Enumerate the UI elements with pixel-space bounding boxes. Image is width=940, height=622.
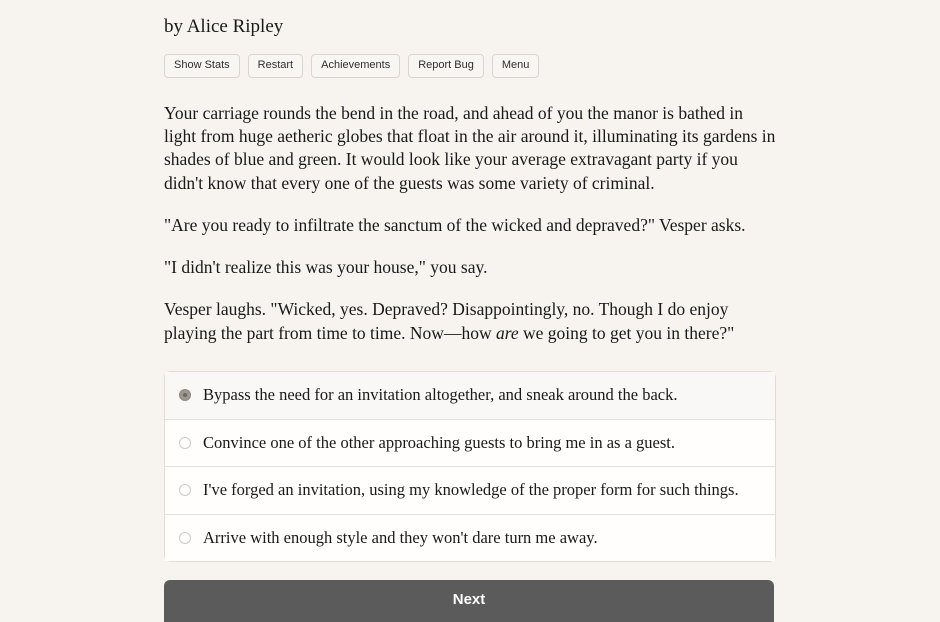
- achievements-button[interactable]: Achievements: [311, 54, 400, 78]
- choice-option-4-label: Arrive with enough style and they won't dare turn me away.: [203, 527, 598, 547]
- radio-unselected-icon[interactable]: [179, 484, 191, 496]
- restart-button[interactable]: Restart: [248, 54, 303, 78]
- toolbar: [164, 54, 776, 78]
- show-stats-button[interactable]: Show Stats: [164, 54, 240, 78]
- story-paragraph-4-part2: we going to get you in there?": [518, 322, 735, 343]
- story-paragraph-1: Your carriage rounds the bend in the road, and ahead of you the manor is bathed in light from huge aetheric globes that float in the air around it, illuminating its gardens in shades of blue and green. It would look like your average extravagant party if you didn't know that every one of the guests was some variety of criminal.: [164, 102, 776, 193]
- choice-list: [164, 371, 776, 563]
- choice-option-3-label: I've forged an invitation, using my knowledge of the proper form for such things.: [203, 480, 739, 500]
- story-paragraph-4-part1: Vesper laughs. "Wicked, yes. Depraved? Disappointingly, no. Though I do enjoy playing the part from time to time. Now—how: [164, 299, 729, 343]
- report-bug-button[interactable]: Report Bug: [408, 54, 484, 78]
- radio-selected-icon[interactable]: [179, 389, 191, 401]
- choice-option-2[interactable]: [165, 420, 775, 468]
- radio-unselected-icon[interactable]: [179, 532, 191, 544]
- next-button[interactable]: Next: [164, 580, 774, 622]
- story-paragraph-4-emphasis: are: [495, 322, 519, 343]
- menu-button[interactable]: Menu: [492, 54, 540, 78]
- author-byline: by Alice Ripley: [164, 16, 284, 37]
- story-paragraph-3: "I didn't realize this was your house," you say.: [164, 257, 488, 278]
- radio-unselected-icon[interactable]: [179, 437, 191, 449]
- choice-option-2-label: Convince one of the other approaching guests to bring me in as a guest.: [203, 432, 675, 452]
- story-paragraph-4: [164, 298, 776, 345]
- story-paragraph-2: "Are you ready to infiltrate the sanctum of the wicked and depraved?" Vesper asks.: [164, 214, 746, 235]
- choice-option-1[interactable]: [165, 372, 775, 420]
- choice-option-4[interactable]: [165, 515, 775, 562]
- content-container: [164, 0, 776, 622]
- page-title: [164, 0, 776, 9]
- choice-option-3[interactable]: [165, 467, 775, 515]
- choice-option-1-label: Bypass the need for an invitation altogether, and sneak around the back.: [203, 384, 678, 404]
